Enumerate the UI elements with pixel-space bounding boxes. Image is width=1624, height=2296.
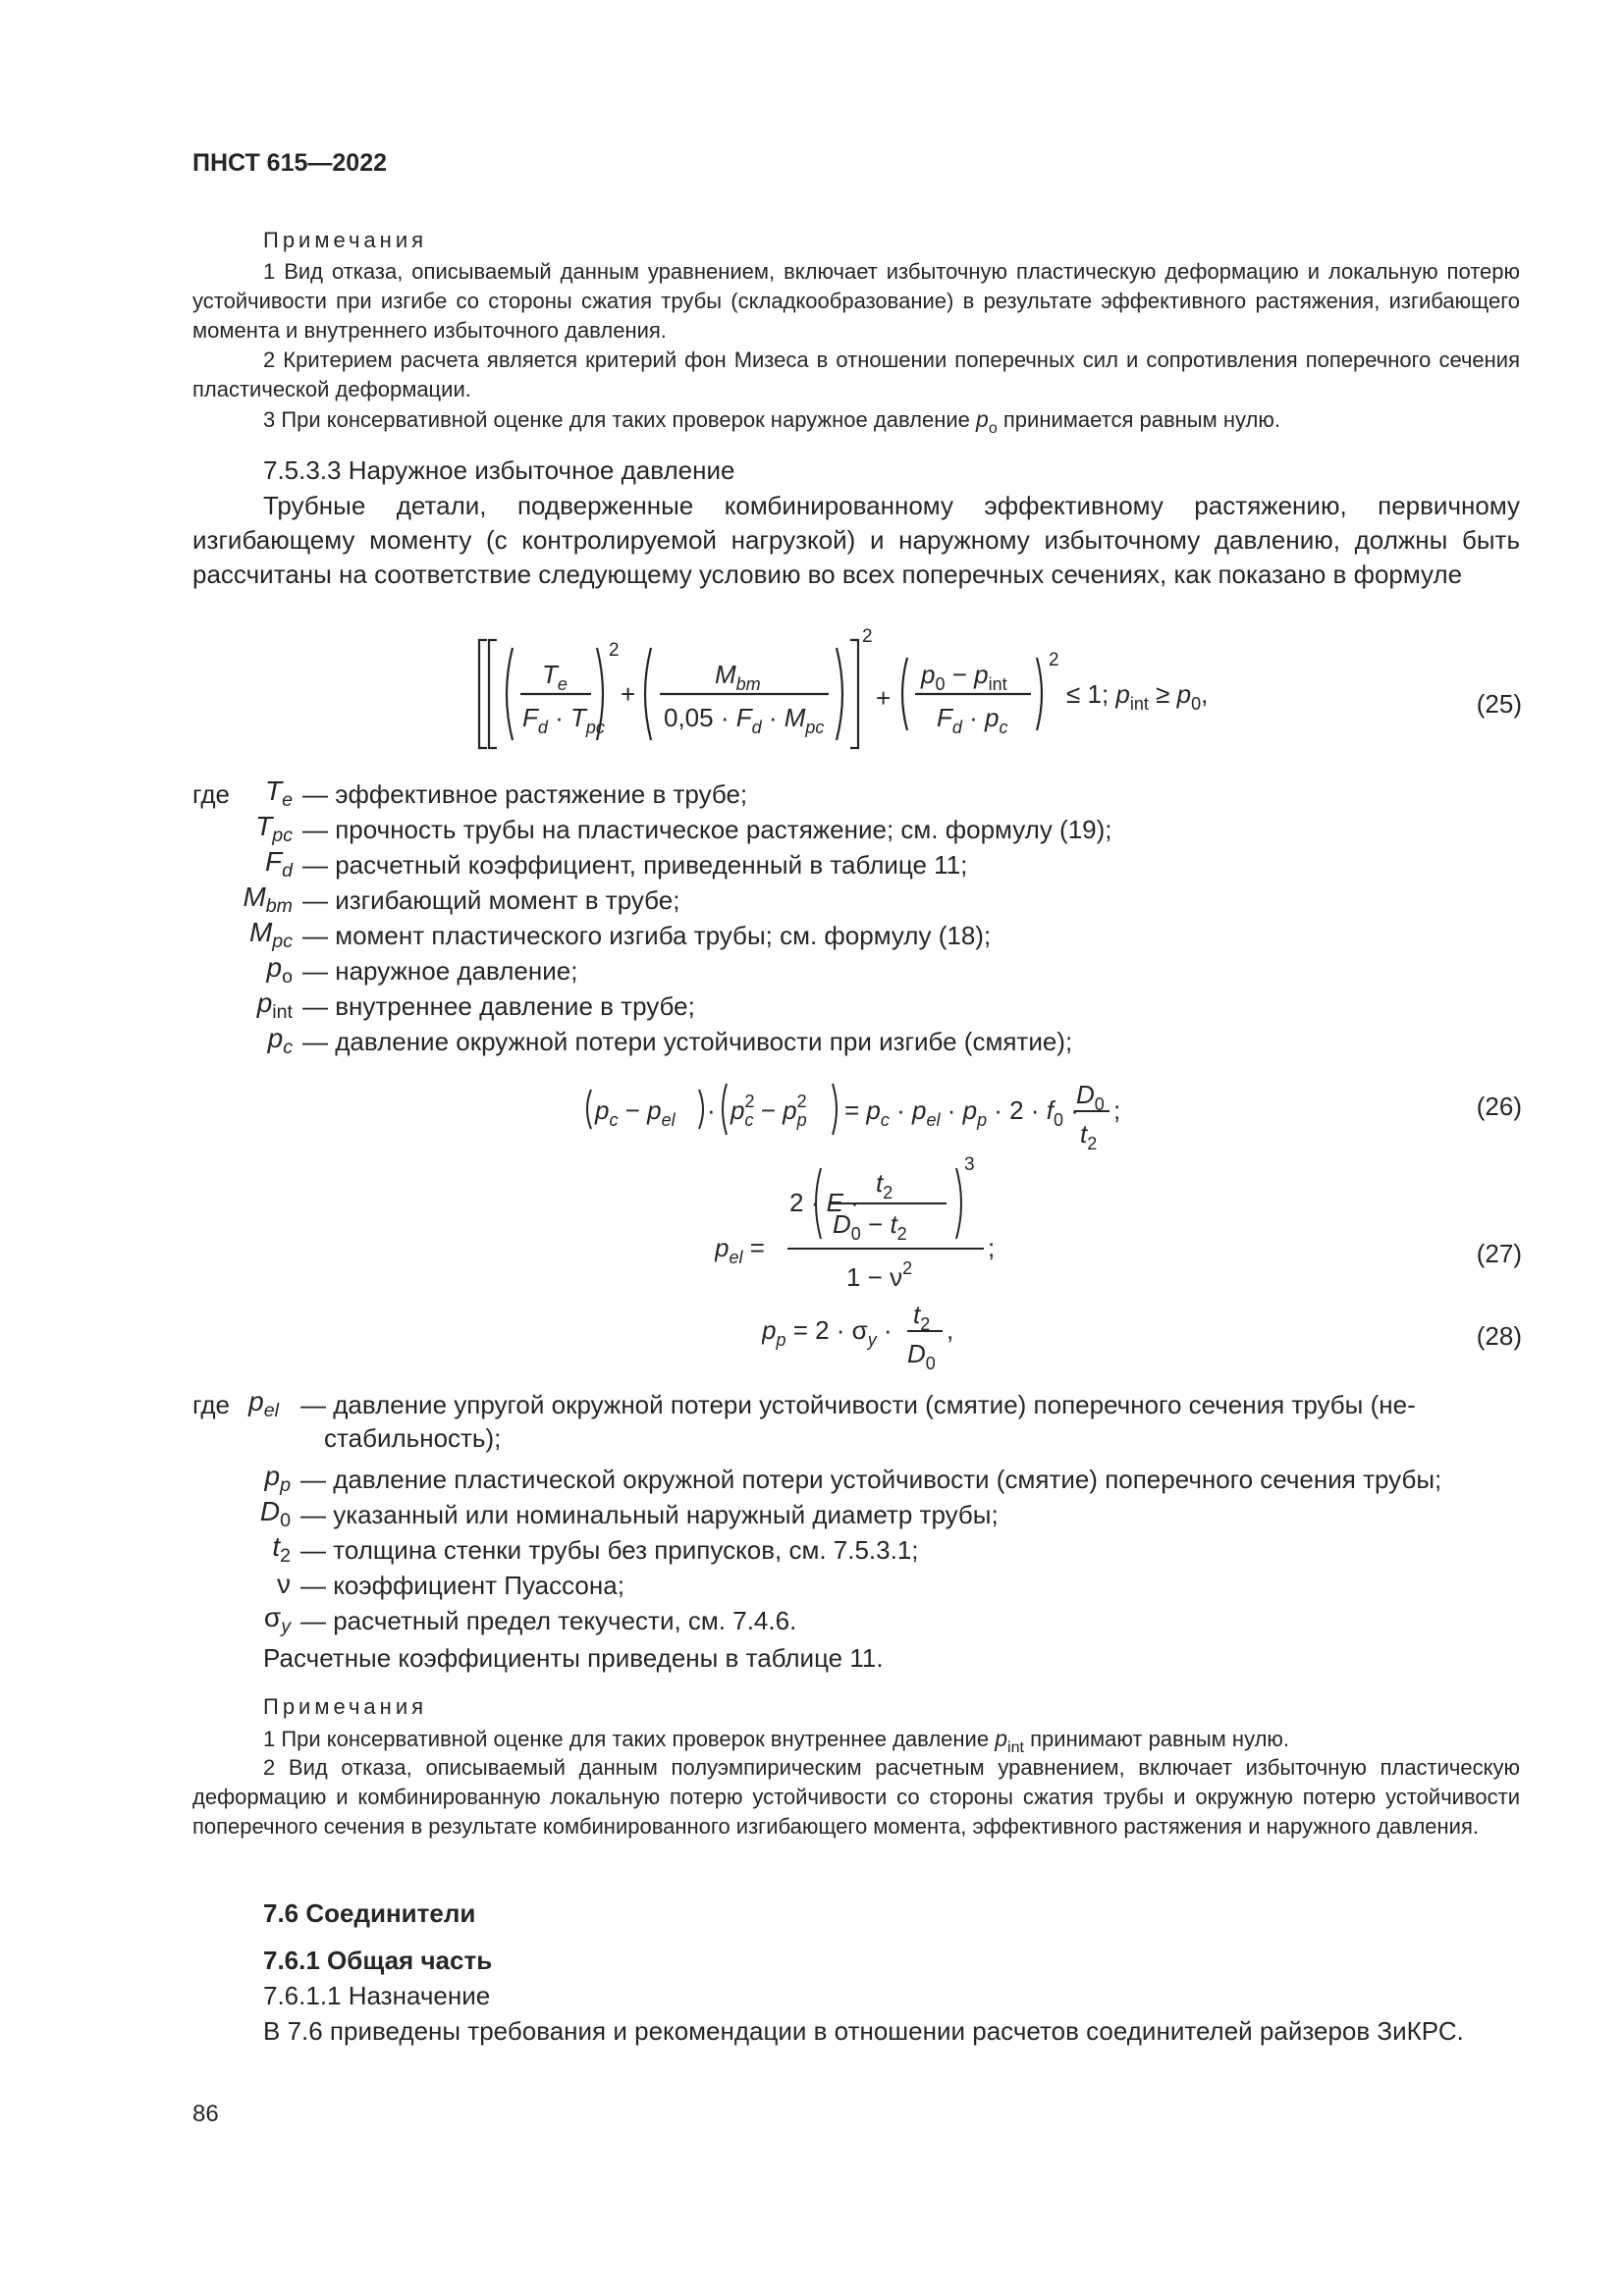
- svg-text:D0: $D_0$: [1076, 1080, 1105, 1114]
- symbol-nu: ν: [277, 1569, 291, 1599]
- note-3-text-b: принимается равным нулю.: [1002, 407, 1280, 432]
- svg-text:2: 2: [862, 628, 873, 647]
- where-desc: — расчетный коэффициент, приведенный в таблице 11;: [302, 850, 968, 880]
- svg-text:pc − pel: $p_c - p_{el}$: [595, 1095, 676, 1130]
- page-number: 86: [192, 2101, 219, 2127]
- note2-1-symbol: $p_{int}$: [995, 1726, 1024, 1756]
- note-3-symbol: $p_o$: [976, 406, 998, 437]
- svg-text:p0 − pint: $p_0 - p_{int}$: [921, 660, 1007, 694]
- where-desc: — внутреннее давление в трубе;: [302, 991, 695, 1021]
- symbol-sigma-y: $\sigma_y$: [263, 1602, 291, 1637]
- svg-text:p2c − p2p: $p^2$ $c - p^2$ p: [731, 1092, 807, 1130]
- section-heading-7533: 7.5.3.3 Наружное избыточное давление: [263, 455, 735, 485]
- note-3-text-a: 3 При консервативной оценке для таких проверок наружное давление: [263, 407, 970, 432]
- symbol-D0: $D_0$: [259, 1496, 291, 1531]
- where-desc: — прочность трубы на пластическое растяжение; см. формулу (19);: [302, 815, 1112, 844]
- svg-text:2: 2: [1049, 650, 1059, 670]
- svg-text:Fd · Tpc: $F_d \cdot T_{pc}$: [522, 703, 605, 737]
- symbol-pc: $p_c$: [267, 1023, 293, 1058]
- symbol-Mbm: $M_{bm}$: [243, 881, 293, 917]
- equation-number-28: (28): [1476, 1321, 1522, 1351]
- symbol-Fd: $F_d$: [264, 846, 293, 881]
- where-desc: — коэффициент Пуассона;: [300, 1571, 624, 1600]
- symbol-t2: $t_2$: [272, 1531, 291, 1567]
- section-761-paragraph: В 7.6 приведены требования и рекомендации в отношении расчетов соединителей райзеров ЗиКРС.: [263, 2016, 1464, 2046]
- svg-text:2: 2: [609, 640, 620, 661]
- svg-text:Fd · pc: $F_d \cdot p_c$: [937, 703, 1008, 737]
- symbol-pp: $p_p$: [264, 1461, 291, 1496]
- equation-number-25: (25): [1476, 689, 1522, 719]
- note-2: 2 Критерием расчета является критерий фон Мизеса в отношении поперечных сил и сопротивления поперечного сечения пластической деформации.: [192, 347, 1520, 401]
- symbol-Te: $T_e$: [264, 775, 293, 811]
- where-desc-cont: стабильность);: [324, 1423, 502, 1453]
- svg-text:;: ;: [1113, 1095, 1121, 1125]
- note2-1-text-a: 1 При консервативной оценке для таких проверок внутреннее давление: [263, 1727, 990, 1751]
- svg-text:Te: $T_e$: [542, 660, 568, 694]
- formula-28: [762, 1294, 978, 1377]
- formula-25: [471, 628, 1257, 761]
- document-id: ПНСТ 615—2022: [192, 149, 387, 177]
- where-desc: — изгибающий момент в трубе;: [302, 885, 680, 915]
- symbol-pint: $p_{int}$: [256, 988, 293, 1023]
- svg-text:+: +: [876, 683, 892, 713]
- svg-text:0,05 · Fd · Mpc: $0,05 \cdot F_d \cdot M_{pc}$: [664, 703, 825, 737]
- svg-text:+: +: [621, 679, 636, 709]
- svg-text:pp = 2 · σy ·: $p_p = 2 \cdot \sigma_y$ ·: [762, 1315, 893, 1350]
- where-desc: — эффективное растяжение в трубе;: [302, 779, 748, 809]
- coefficients-sentence: Расчетные коэффициенты приведены в таблице 11.: [263, 1643, 884, 1673]
- equation-number-26: (26): [1476, 1092, 1522, 1121]
- notes-title: Примечания: [263, 228, 428, 252]
- svg-text:t2: $t_2$: [913, 1300, 931, 1334]
- formula-26: [579, 1070, 1149, 1163]
- note2-2: 2 Вид отказа, описываемый данным полуэмпирическим расчетным уравнением, включает избыточную пластическую деформацию и комбинированную локальную потерю устойчивости со стороны сжатия трубы и окружную потерю устойчивости поперечного сечения в результате комбинированного изгибающего момента, эффективного растяжения и наружного давления.: [192, 1755, 1520, 1839]
- svg-text:≤ 1; pint ≥ p0,: ≤ 1; $p_{int} \ge p_0$,: [1066, 679, 1209, 714]
- section-heading-76: 7.6 Соединители: [263, 1898, 476, 1928]
- note2-1-text-b: принимают равным нулю.: [1030, 1727, 1290, 1751]
- symbol-po: $p_o$: [266, 952, 293, 988]
- note-3: [192, 404, 1520, 443]
- where-desc: — давление упругой окружной потери устойчивости (смятие) поперечного сечения трубы (не-: [300, 1390, 1416, 1419]
- equation-number-27: (27): [1476, 1239, 1522, 1268]
- where-lead-2: где: [192, 1390, 230, 1419]
- where-desc: — давление пластической окружной потери устойчивости (смятие) поперечного сечения трубы;: [300, 1465, 1442, 1494]
- svg-text:Mbm: $M_{bm}$: [715, 660, 761, 694]
- formula-27: [715, 1154, 1009, 1307]
- svg-text:= pc · pel · pp · 2 · f0 ·: = $p_c \cdot p_{el} \cdot p_p \cdot 2 \cdot f_0$ ·: [844, 1095, 1079, 1130]
- notes-title-2: Примечания: [263, 1694, 428, 1719]
- where-desc: — указанный или номинальный наружный диаметр трубы;: [300, 1500, 999, 1529]
- svg-text:t2: $t_2$: [1080, 1119, 1098, 1153]
- svg-text:D0 − t2: $D_0 - t_2$: [833, 1209, 907, 1244]
- svg-text:D0: $D_0$: [907, 1339, 936, 1372]
- symbol-Mpc: $M_{pc}$: [248, 917, 293, 952]
- where-desc: — наружное давление;: [302, 956, 578, 986]
- where-desc: — давление окружной потери устойчивости при изгибе (смятие);: [302, 1027, 1073, 1056]
- svg-text:;: ;: [988, 1233, 996, 1262]
- section-7533-paragraph: Трубные детали, подверженные комбинированному эффективному растяжению, первичному изгибающему моменту (с контролируемой нагрузкой) и наружному избыточному давлению, должны быть рассчитаны на соответствие следующему условию во всех поперечных сечениях, как показано в формуле: [192, 491, 1520, 589]
- symbol-Tpc: $T_{pc}$: [255, 811, 293, 846]
- where-desc: — толщина стенки трубы без припусков, см. 7.5.3.1;: [300, 1535, 919, 1565]
- svg-text:2 · E ·: 2 · E ·: [789, 1188, 859, 1217]
- svg-text:·: ·: [707, 1095, 716, 1125]
- section-heading-761: 7.6.1 Общая часть: [263, 1946, 493, 1975]
- svg-text:t2: $t_2$: [876, 1168, 893, 1202]
- note-1: 1 Вид отказа, описываемый данным уравнением, включает избыточную пластическую деформацию и локальную потерю устойчивости при изгибе со стороны сжатия трубы (складкообразование) в результате эффективного растяжения, изгибающего момента и внутреннего избыточного давления.: [192, 259, 1520, 343]
- section-heading-7611: 7.6.1.1 Назначение: [263, 1981, 491, 2010]
- symbol-pel: $p_{el}$: [248, 1386, 279, 1421]
- svg-text:pel =: $p_{el}$ =: [715, 1233, 765, 1267]
- where-desc: — расчетный предел текучести, см. 7.4.6.: [300, 1606, 797, 1635]
- where-lead-1: где: [192, 779, 230, 809]
- svg-text:1 − ν2: $1 - \nu^2$: [846, 1258, 913, 1292]
- svg-text:3: 3: [964, 1154, 975, 1175]
- where-desc: — момент пластического изгиба трубы; см. формулу (18);: [302, 921, 992, 950]
- svg-text:,: ,: [947, 1315, 954, 1345]
